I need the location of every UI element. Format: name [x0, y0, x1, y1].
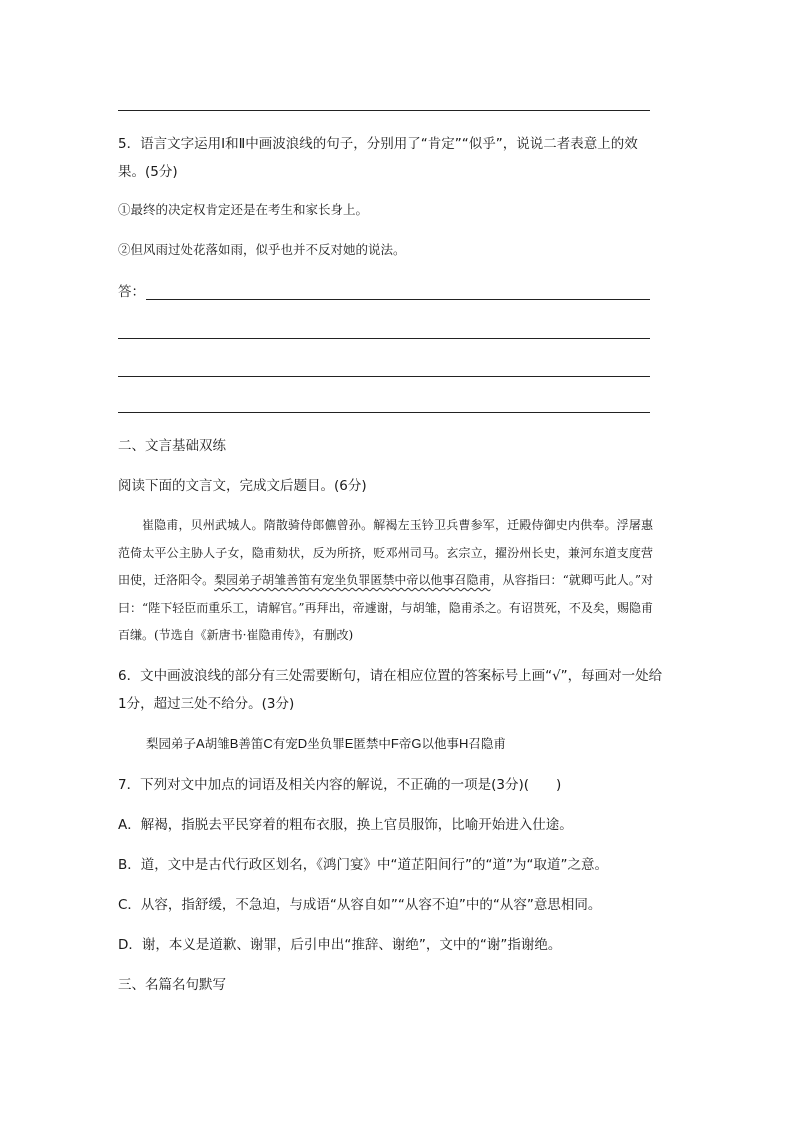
- break-marker-c[interactable]: C: [263, 736, 273, 751]
- q5-answer-line-1[interactable]: [146, 299, 650, 300]
- segment: 梨园弟子: [146, 736, 197, 751]
- segment: 有宠: [272, 736, 298, 751]
- break-marker-f[interactable]: F: [390, 736, 399, 751]
- segment: 以他事: [421, 736, 459, 751]
- break-marker-a[interactable]: A: [196, 736, 205, 751]
- q7-prompt: 7．下列对文中加点的词语及相关内容的解说，不正确的一项是(3分)( ): [118, 777, 562, 793]
- passage-text-after: ，从容指曰：“就卿丐此人。”对曰：“陛下轻臣而重乐工，请解官。”再拜出，帝遽谢，与胡雏，隐甫杀之。有诏贳死，不及矣，赐隐甫百缣。(节选自《新唐书·崔隐甫传》，有删改): [118, 573, 653, 642]
- q5-answer-line-2[interactable]: [118, 338, 650, 339]
- section-3-heading: 三、名篇名句默写: [118, 977, 226, 993]
- passage-text-before: 崔隐甫，贝州武城人。隋散骑侍郎儦曾孙。解褐左玉钤卫兵曹参军，迁殿侍御史内供奉。浮屠惠范倚太平公主胁人子女，隐甫劾状，反为所挤，贬邓州司马。玄宗立，擢汾州长史，兼河东道支度营田使，迁洛阳令。: [118, 518, 653, 587]
- segment: 胡雏: [204, 736, 230, 751]
- q7-option-a[interactable]: A．解褐，指脱去平民穿着的粗布衣服，换上官员服饰，比喻开始进入仕途。: [118, 817, 573, 833]
- classical-passage: [118, 512, 653, 650]
- q7-option-d[interactable]: D．谢，本义是道歉、谢罪，后引申出“推辞、谢绝”，文中的“谢”指谢绝。: [118, 937, 562, 953]
- break-marker-e[interactable]: E: [344, 736, 354, 751]
- q5-answer-line-3[interactable]: [118, 376, 650, 377]
- q7-option-b[interactable]: B．道，文中是古代行政区划名，《鸿门宴》中“道芷阳间行”的“道”为“取道”之意。: [118, 857, 608, 873]
- break-marker-h[interactable]: H: [459, 736, 469, 751]
- q5-answer-row[interactable]: [118, 282, 650, 302]
- section-2-heading: 二、文言基础双练: [118, 438, 226, 454]
- segment: 帝: [398, 736, 412, 751]
- q6-prompt: 6．文中画波浪线的部分有三处需要断句，请在相应位置的答案标号上画“√”，每画对一处给1分，超过三处不给分。(3分): [118, 668, 663, 712]
- q6-segmentation-line: [146, 734, 506, 754]
- passage-wavy-segment: 梨园弟子胡雏善笛有宠坐负罪匿禁中帝以他事召隐甫: [214, 573, 491, 587]
- q5-prompt: 5．语言文字运用Ⅰ和Ⅱ中画波浪线的句子，分别用了“肯定”“似乎”，说说二者表意上的效果。(5分): [118, 136, 638, 180]
- break-marker-g[interactable]: G: [411, 736, 422, 751]
- q5-answer-line-4[interactable]: [118, 412, 650, 413]
- segment: 坐负罪: [307, 736, 345, 751]
- answer-underline-top[interactable]: [118, 110, 650, 111]
- segment: 善笛: [238, 736, 264, 751]
- q5-sentence-2: ②但风雨过处花落如雨，似乎也并不反对她的说法。: [118, 242, 406, 257]
- q5-sentence-1: ①最终的决定权肯定还是在考生和家长身上。: [118, 202, 369, 217]
- segment: 匿禁中: [353, 736, 391, 751]
- q7-option-c[interactable]: C．从容，指舒缓，不急迫，与成语“从容自如”“从容不迫”中的“从容”意思相同。: [118, 897, 602, 913]
- section-2-instruction: 阅读下面的文言文，完成文后题目。(6分): [118, 478, 367, 494]
- segment: 召隐甫: [468, 736, 506, 751]
- break-marker-b[interactable]: B: [229, 736, 239, 751]
- q5-answer-label: 答：: [118, 284, 145, 300]
- break-marker-d[interactable]: D: [297, 736, 308, 751]
